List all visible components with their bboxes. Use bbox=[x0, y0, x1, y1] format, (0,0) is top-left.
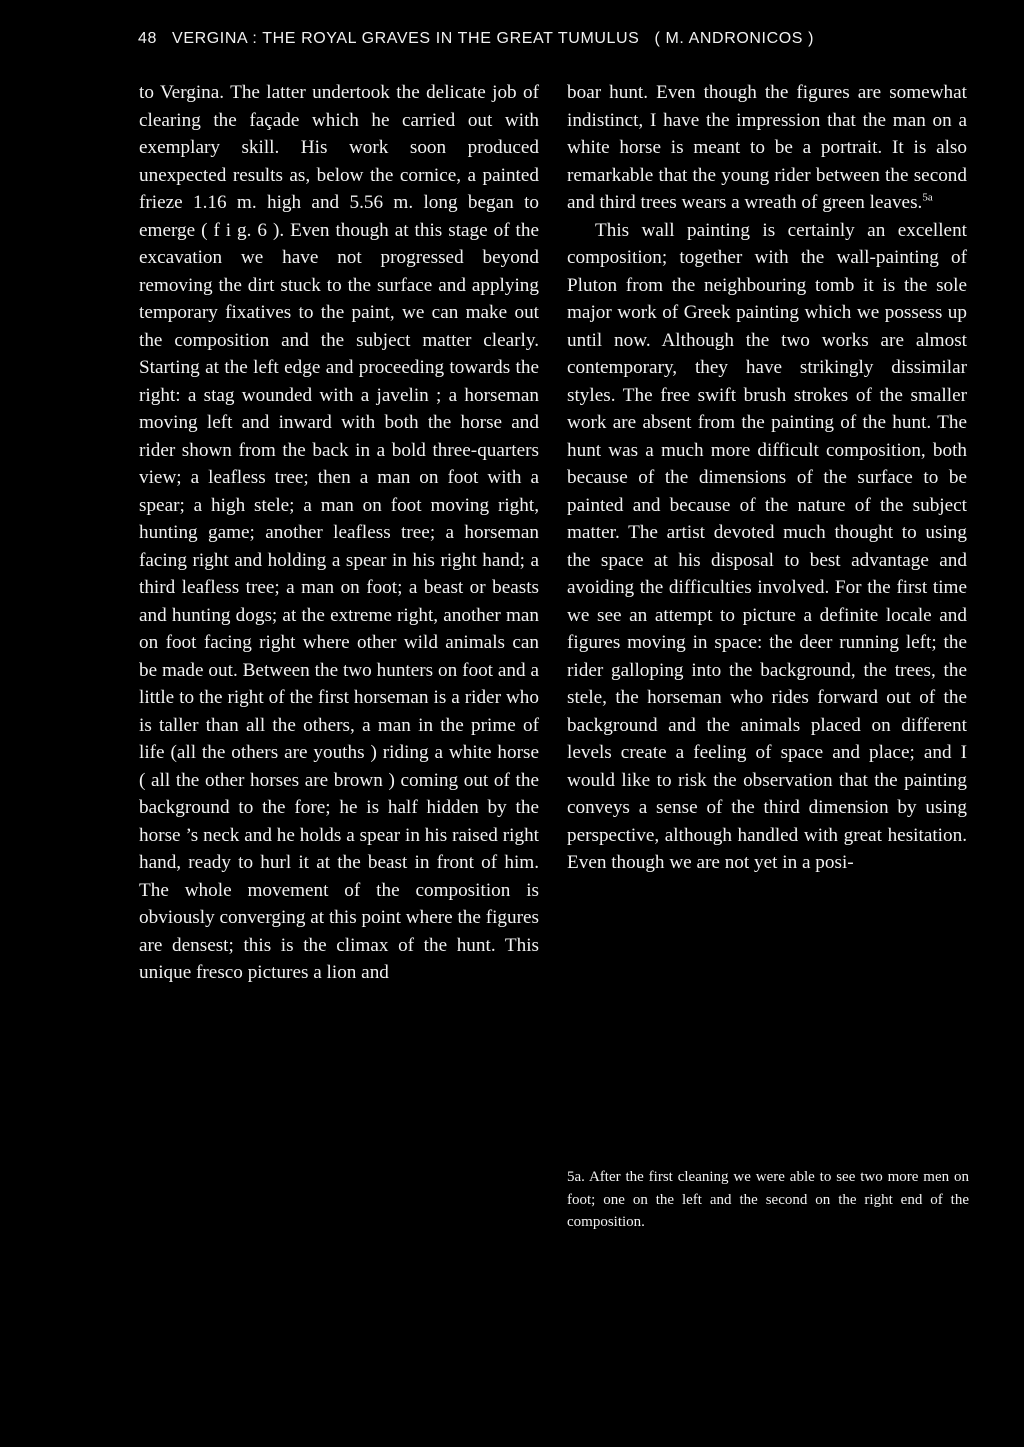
body-paragraph: This wall painting is certainly an excellent composition; together with the wall-painting of Pluton from the neighbouring tomb it is the sole major work of Greek painting which we possess up until now. Although the two works are almost contemporary, they have strikingly dissimilar styles. The free swift brush strokes of the smaller work are absent from the painting of the hunt. The hunt was a much more difficult composition, both because of the dimensions of the surface to be painted and because of the nature of the subject matter. The artist devoted much thought to using the space at his disposal to best advantage and avoiding the difficulties involved. For the first time we see an attempt to picture a definite locale and figures moving in space: the deer running left; the rider galloping into the background, the trees, the stele, the horseman who rides forward out of the background and the animals placed on different levels create a feeling of space and place; and I would like to risk the observation that the painting conveys a sense of the third dimension by using perspective, although handled with great hesitation. Even though we are not yet in a posi- bbox=[567, 219, 967, 873]
body-paragraph bbox=[567, 79, 967, 217]
author-name: ( M. ANDRONICOS ) bbox=[654, 30, 815, 47]
footnote-reference: 5a bbox=[922, 191, 933, 204]
page-number: 48 bbox=[138, 30, 157, 47]
left-column bbox=[139, 79, 539, 987]
right-column bbox=[567, 79, 967, 877]
running-title: VERGINA : THE ROYAL GRAVES IN THE GREAT TUMULUS bbox=[172, 30, 640, 47]
footnote: 5a. After the first cleaning we were able to see two more men on foot; one on the left and the second on the right end of the composition. bbox=[567, 1169, 969, 1230]
paragraph-text: boar hunt. Even though the figures are somewhat indistinct, I have the impression that the man on a white horse is meant to be a portrait. It is also remarkable that the young rider between the second and third trees wears a wreath of green leaves. bbox=[567, 82, 967, 213]
body-paragraph: to Vergina. The latter undertook the delicate job of clearing the façade which he carried out with exemplary skill. His work soon produced unexpected results as, below the cornice, a painted frieze 1.16 m. high and 5.56 m. long began to emerge ( f i g. 6 ). Even though at this stage of the excavation we have not progressed beyond removing the dirt stuck to the surface and applying temporary fixatives to the paint, we can make out the composition and the subject matter clearly. Starting at the left edge and proceeding towards the right: a stag wounded with a javelin ; a horseman moving left and inward with both the horse and rider shown from the back in a bold three-quarters view; a leafless tree; then a man on foot with a spear; a high stele; a man on foot moving right, hunting game; another leafless tree; a horseman facing right and holding a spear in his right hand; a third leafless tree; a man on foot; a beast or beasts and hunting dogs; at the extreme right, another man on foot facing right where other wild animals can be made out. Between the two hunters on foot and a little to the right of the first horseman is a rider who is taller than all the others, a man in the prime of life (all the others are youths ) riding a white horse ( all the other horses are brown ) coming out of the background to the fore; he is half hidden by the horse ’s neck and he holds a spear in his raised right hand, ready to hurl it at the beast in front of him. The whole movement of the composition is obviously converging at this point where the figures are densest; this is the climax of the hunt. This unique fresco pictures a lion and bbox=[139, 82, 539, 983]
running-header bbox=[138, 30, 958, 48]
